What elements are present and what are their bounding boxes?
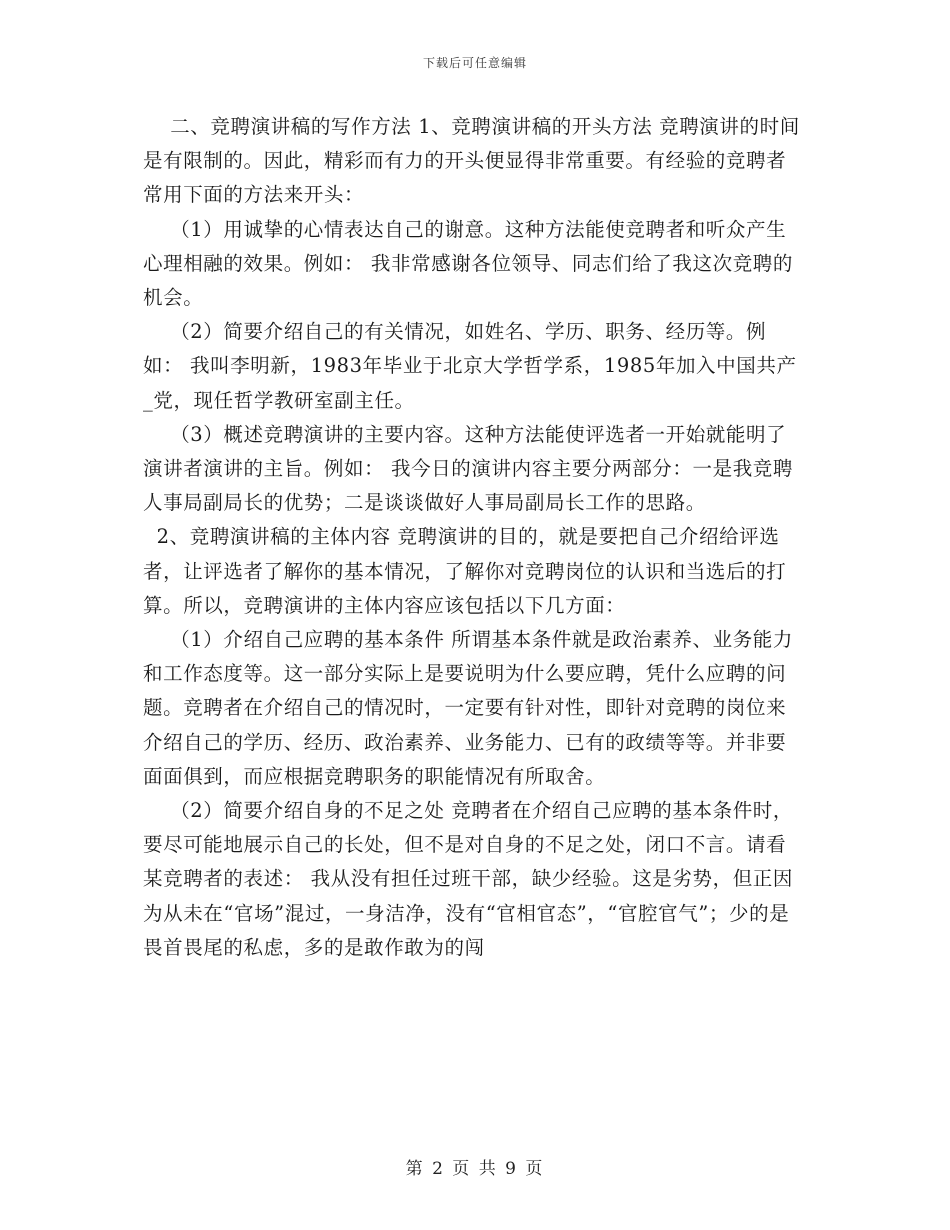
paragraph-1: 二、竞聘演讲稿的写作方法 1、竞聘演讲稿的开头方法 竞聘演讲的时间是有限制的。因此，精彩而有力的开头便显得非常重要。有经验的竞聘者常用下面的方法来开头：: [143, 115, 800, 207]
header-note: 下载后可任意编辑: [422, 56, 527, 70]
page-number: 第 2 页 共 9 页: [405, 1159, 545, 1179]
paragraph-4: （3）概述竞聘演讲的主要内容。这种方法能使评选者一开始就能明了演讲者演讲的主旨。例如： 我今日的演讲内容主要分两部分：一是我竞聘人事局副局长的优势；二是谈谈做好人事局副局长工作的思路。: [143, 422, 793, 515]
paragraph-5: 2、竞聘演讲稿的主体内容 竞聘演讲的目的，就是要把自己介绍给评选者，让评选者了解你的基本情况，了解你对竞聘岗位的认识和当选后的打算。所以，竞聘演讲的主体内容应该包括以下几方面：: [143, 525, 787, 617]
paragraph-6: （1）介绍自己应聘的基本条件 所谓基本条件就是政治素养、业务能力和工作态度等。这一部分实际上是要说明为什么要应聘，凭什么应聘的问题。竞聘者在介绍自己的情况时，一定要有针对性，即针对竞聘的岗位来介绍自己的学历、经历、政治素养、业务能力、已有的政绩等等。并非要面面俱到，而应根据竞聘职务的职能情况有所取舍。: [143, 628, 794, 788]
paragraph-2: （1）用诚挚的心情表达自己的谢意。这种方法能使竞聘者和听众产生心理相融的效果。例如： 我非常感谢各位领导、同志们给了我这次竞聘的机会。: [143, 217, 793, 310]
document-body: [143, 110, 803, 965]
paragraph-3: （2）简要介绍自己的有关情况，如姓名、学历、职务、经历等。例如： 我叫李明新，1983年毕业于北京大学哲学系，1985年加入中国共产_党，现任哲学教研室副主任。: [143, 320, 797, 412]
paragraph-7: （2）简要介绍自身的不足之处 竞聘者在介绍自己应聘的基本条件时，要尽可能地展示自己的长处，但不是对自身的不足之处，闭口不言。请看某竞聘者的表述： 我从没有担任过班干部，缺少经验。这是劣势，但正因为从未在“官场”混过，一身洁净，没有“官相官态”，“官腔官气”；少的是畏首畏尾的私虑，多的是敢作敢为的闯: [143, 799, 794, 959]
